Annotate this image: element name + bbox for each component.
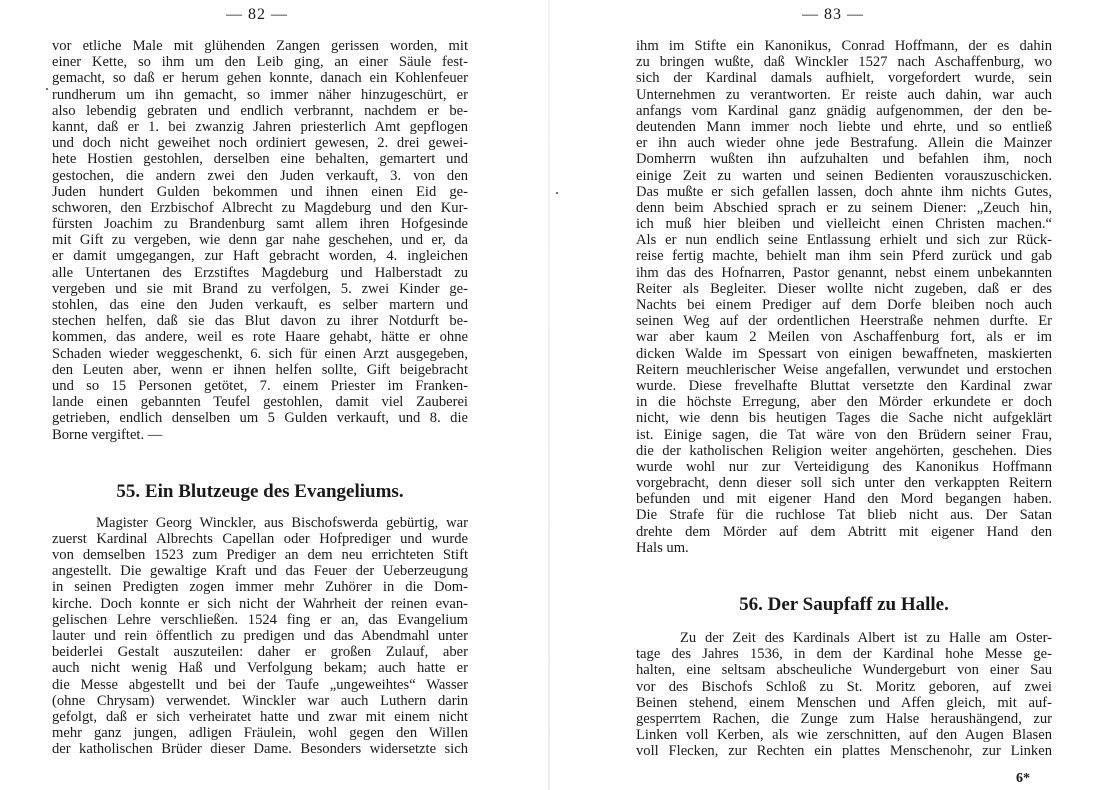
text-line: voll Flecken, zur Rechten ein plattes Menschenohr, zur Linken — [636, 743, 1052, 760]
text-line: Beinen stehend, einem Menschen und Affen gleich, mit auf- — [636, 694, 1052, 711]
text-line: Juden hundert Gulden bekommen und ihnen einen Eid ge- — [52, 183, 468, 200]
text-line: und doch nicht geweihet noch ordiniert gewesen, 2. drei gewei- — [52, 135, 468, 152]
text-line: die der katholischen Religion weiter angehörten, geschehen. Dies — [636, 442, 1052, 459]
text-line: anfangs vom Kardinal ganz gnädig aufgenommen, der den be- — [636, 102, 1052, 119]
text-line: vor etliche Male mit glühenden Zangen gerissen worden, mit — [52, 38, 468, 54]
text-line: Linken voll Kerben, als wie zerschnitten, auf den Augen Blasen — [636, 727, 1052, 744]
text-line: vorgebracht, denn dieser soll sich unter den verkappten Reitern — [636, 475, 1052, 492]
text-line: wurde wohl nur zur Verteidigung des Kanonikus Hoffmann — [636, 458, 1052, 475]
text-line: gelischen Lehre verschließen. 1524 fing er an, das Evangelium — [52, 611, 468, 628]
text-line: Domherrn wußten ihn aufzuhalten und befahlen ihm, noch — [636, 151, 1052, 168]
text-line: angestellt. Die gewaltige Kraft und das Feuer der Ueberzeugung — [52, 563, 468, 580]
text-line: ihm das des Hofnarren, Pastor genannt, nebst einem unbekannten — [636, 264, 1052, 281]
text-line: kannt, daß er 1. bei zwanzig Jahren priesterlich Amt gepflogen — [52, 118, 468, 135]
section-heading: 55. Ein Blutzeuge des Evangeliums. — [116, 480, 404, 502]
signature-mark: 6* — [1016, 771, 1030, 786]
text-line: Unternehmen zu verantworten. Er reiste auch dahin, war auch — [636, 86, 1052, 103]
text-line: die Messe abgestellt und bei der Taufe „ungeweihtes“ Wasser — [52, 676, 468, 693]
page-number: — 82 — — [226, 6, 288, 23]
text-line: in seinen Predigten zogen immer mehr Zuhörer in die Dom- — [52, 579, 468, 596]
text-line: in die höchste Erregung, aber den Mörder erkundete er doch — [636, 394, 1052, 411]
text-line: stohlen, das eine den Juden verkauft, es selber martern und — [52, 297, 468, 313]
text-line: Nachts bei einem Prediger auf dem Dorfe bleiben noch auch — [636, 297, 1052, 313]
text-line: beiderlei Gestalt auszuteilen: daher er großen Zulauf, aber — [52, 644, 468, 661]
scan-speck — [556, 192, 558, 194]
section-heading: 56. Der Saupfaff zu Halle. — [739, 594, 949, 615]
text-line: zuerst Kardinal Albrechts Capellan oder Hofprediger und wurde — [52, 530, 468, 547]
text-line: denn beim Abschied sprach er zu seinem Diener: „Zeuch hin, — [636, 199, 1052, 216]
text-line: wurde. Diese frevelhafte Bluttat versetzte den Kardinal zwar — [636, 377, 1052, 394]
text-line: Borne vergiftet. — — [52, 426, 163, 443]
text-line: ihm im Stifte ein Kanonikus, Conrad Hoffmann, der es dahin — [636, 38, 1052, 54]
text-line: dicken Walde im Spessart von einigen bewaffneten, maskierten — [636, 345, 1052, 362]
text-line: rundherum um ihn gemacht, so immer näher hinzugeschürt, er — [52, 86, 468, 103]
text-line: Hals um. — [636, 539, 689, 556]
text-line: den Leuten aber, wenn er ihnen helfen sollte, Gift beigebracht — [52, 361, 468, 378]
text-line: Reiter als Begleiter. Dieser wollte nicht zugeben, daß er des — [636, 280, 1052, 297]
text-line: alle Untertanen des Erzstiftes Magdeburg und Halberstadt zu — [52, 264, 468, 281]
left-text-column — [52, 38, 468, 758]
text-line: deutenden Mann immer noch liebte und ehrte, und so entließ — [636, 118, 1052, 135]
text-line: zu bringen wußte, daß Winckler 1527 nach Aschaffenburg, wo — [636, 54, 1052, 71]
text-line: gesperrtem Rachen, die Zunge zum Halse heraushängend, zur — [636, 710, 1052, 727]
text-line: kirche. Doch konnte er sich nicht der Wahrheit der reinen evan- — [52, 595, 468, 612]
text-line: sich der Kardinal damals aufhielt, vorgefordert wurde, sein — [636, 70, 1052, 87]
text-line: reise fertig machte, behielt man ihm sein Pferd zurück und gab — [636, 248, 1052, 265]
paragraph — [636, 38, 1052, 556]
text-line: vergeben und sie mit Brand zu verfolgen, 5. zwei Kinder ge- — [52, 280, 468, 297]
text-line: auch nicht wenig Haß und Verfolgung bekam; auch hatte er — [52, 660, 468, 677]
page-number: — 83 — — [802, 6, 864, 23]
text-line: halten, eine seltsam abscheuliche Wundergeburt von einer Sau — [636, 662, 1052, 679]
text-line: vor des Bischofs Schloß zu St. Moritz geboren, auf zwei — [636, 678, 1052, 695]
text-line: Zu der Zeit des Kardinals Albert ist zu Halle am Oster- — [680, 630, 1052, 646]
text-line: gemacht, so daß er herum gehen konnte, danach ein Kohlenfeuer — [52, 70, 468, 87]
text-line: ist. Einige sagen, die Tat wäre von den Brüdern seiner Frau, — [636, 426, 1052, 443]
text-line: seinen Weg auf der ordentlichen Heerstraße nehmen durfte. Er — [636, 313, 1052, 330]
text-line: Als er nun endlich seine Entlassung erhielt und sich zur Rück- — [636, 232, 1052, 249]
text-line: fürsten Joachim zu Brandenburg samt allem ihren Hofgesinde — [52, 216, 468, 233]
text-line: befunden und mit eigener Hand den Mord begangen haben. — [636, 491, 1052, 508]
text-line: Schaden wieder weggeschenkt, 6. sich für einen Arzt ausgegeben, — [52, 345, 468, 362]
text-line: einige Zeit zu warten und seinen Bedienten vorauszuschicken. — [636, 167, 1052, 184]
text-line: drehte dem Mörder auf dem Abtritt mit eigener Hand den — [636, 523, 1052, 540]
text-line: ich muß hier bleiben und vielleicht einen Christen machen.“ — [636, 216, 1052, 233]
text-line: lande einen gebannten Teufel gestohlen, damit viel Zauberei — [52, 394, 468, 411]
text-line: stechen helfen, daß sie das Blut davon zu ihrer Notdurft be- — [52, 313, 468, 330]
text-line: mehr ganz jungen, adligen Fräulein, wohl gegen den Willen — [52, 725, 468, 742]
text-line: er damit umgegangen, zur Haft gebracht worden, 4. ingleichen — [52, 248, 468, 265]
text-line: Reitern meuchlerischer Weise angefallen, verwundet und erstochen — [636, 361, 1052, 378]
paragraph — [52, 515, 468, 758]
text-line: nicht, wie denn bis heutigen Tages die Sache nicht aufgeklärt — [636, 410, 1052, 427]
text-line: getrieben, endlich denselben um 5 Gulden verkauft, und 8. die — [52, 410, 468, 427]
text-line: gefolgt, daß er sich verheiratet hatte und zwar mit einem nicht — [52, 708, 468, 725]
text-line: also lebendig gebraten und endlich verbrannt, nachdem er be- — [52, 102, 468, 119]
scan-speck — [46, 88, 48, 90]
text-line: einer Kette, so ihm um den Leib ging, an einer Säule fest- — [52, 54, 468, 71]
paragraph — [52, 38, 468, 443]
right-text-column — [636, 38, 1052, 760]
text-line: schworen, den Erzbischof Albrecht zu Magdeburg und den Kur- — [52, 199, 468, 216]
text-line: (ohne Chrysam) verwendet. Winckler war auch Luthern darin — [52, 692, 468, 709]
text-line: Magister Georg Winckler, aus Bischofswerda gebürtig, war — [96, 514, 468, 531]
text-line: gestochen, die andern zwei den Juden verkauft, 3. von den — [52, 167, 468, 184]
right-page — [550, 0, 1100, 790]
text-line: hete Hostien gestohlen, derselben eine behalten, gemartert und — [52, 151, 468, 168]
text-line: Die Strafe für die ruchlose Tat blieb nicht aus. Der Satan — [636, 507, 1052, 524]
text-line: und so 15 Personen getötet, 7. einem Priester im Franken- — [52, 377, 468, 394]
text-line: mit Gift zu vergeben, wie denn gar nahe geschehen, und er, da — [52, 232, 468, 249]
text-line: lauter und rein öffentlich zu predigen und das Abendmahl unter — [52, 628, 468, 644]
text-line: er ihn auch wieder ohne jede Bestrafung. Allein die Mainzer — [636, 135, 1052, 152]
paragraph — [636, 630, 1052, 760]
text-line: Das mußte er sich gefallen lassen, doch ahnte ihm nichts Gutes, — [636, 183, 1052, 200]
text-line: tage des Jahres 1536, in dem der Kardinal hohe Messe ge- — [636, 646, 1052, 663]
text-line: war aber kaum 2 Meilen von Aschaffenburg fort, als er im — [636, 329, 1052, 346]
text-line: der katholischen Brüder dieser Dame. Besonders widersetzte sich — [52, 741, 468, 758]
text-line: kommen, das andere, weil es rote Haare gehabt, hätte er ohne — [52, 329, 468, 346]
text-line: von demselben 1523 zum Prediger an dem neu errichteten Stift — [52, 547, 468, 564]
